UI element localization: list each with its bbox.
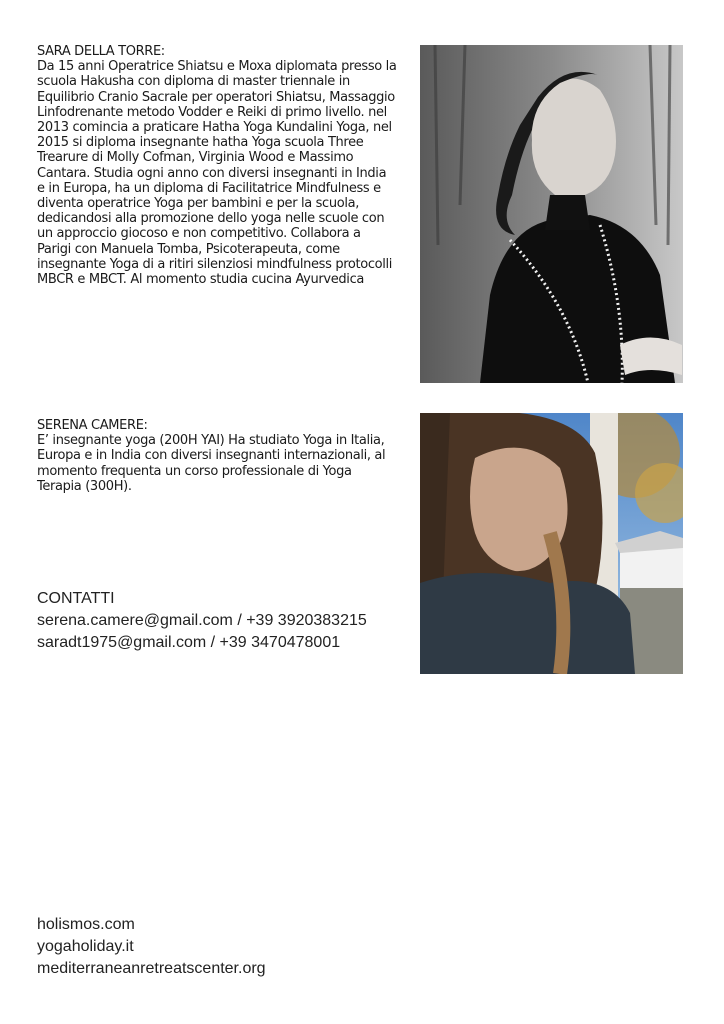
website-link[interactable]: holismos.com [37, 916, 135, 933]
bio-name: SERENA CAMERE: [37, 418, 148, 433]
bio-serena-camere [37, 418, 397, 494]
bio-text: Da 15 anni Operatrice Shiatsu e Moxa diplomata presso la scuola Hakusha con diploma di master triennale in Equilibrio Cranio Sacrale per operatori Shiatsu, Massaggio Linfodrenante metodo Vodder e Reiki di primo livello. nel 2013 comincia a praticare Hatha Yoga Kundalini Yoga, nel 2015 si diploma insegnante hatha Yoga scuola Three Trearure di Molly Cofman, Virginia Wood e Massimo Cantara. Studia ogni anno con diversi insegnanti in India e in Europa, ha un diploma di Facilitatrice Mindfulness e diventa operatrice Yoga per bambini e per la scuola, dedicandosi alla promozione dello yoga nelle scuole con un approccio giocoso e non competitivo. Collabora a Parigi con Manuela Tomba, Psicoterapeuta, come insegnante Yoga di a ritiri silenziosi mindfulness protocolli MBCR e MBCT. Al momento studia cucina Ayurvedica [37, 59, 397, 288]
contacts-heading: CONTATTI [37, 590, 115, 607]
contact-line-serena[interactable]: serena.camere@gmail.com / +39 3920383215 [37, 612, 367, 629]
website-link[interactable]: yogaholiday.it [37, 938, 134, 955]
contact-line-sara[interactable]: saradt1975@gmail.com / +39 3470478001 [37, 634, 341, 651]
portrait-photo-serena [420, 413, 683, 674]
bio-text: E’ insegnante yoga (200H YAI) Ha studiato Yoga in Italia, Europa e in India con diversi insegnanti internazionali, al momento frequenta un corso professionale di Yoga Terapia (300H). [37, 433, 386, 494]
bio-sara-della-torre [37, 44, 397, 287]
contacts-section [37, 588, 407, 654]
websites-list [37, 914, 337, 980]
website-link[interactable]: mediterraneanretreatscenter.org [37, 960, 266, 977]
portrait-photo-sara [420, 45, 683, 383]
bio-name: SARA DELLA TORRE: [37, 44, 165, 59]
